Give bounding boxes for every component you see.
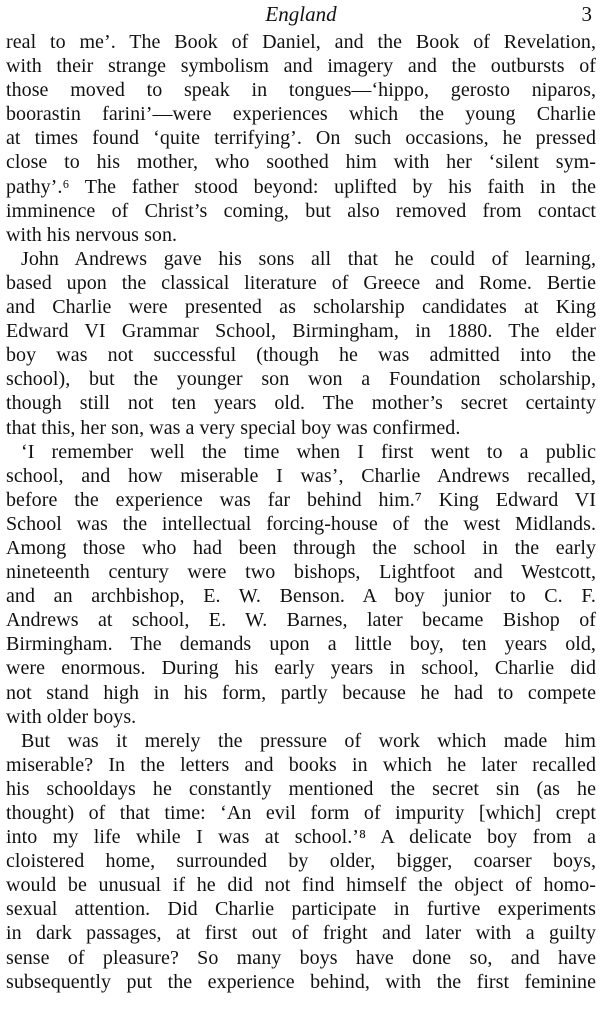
text-line: John Andrews gave his sons all that he could of learning, — [21, 247, 596, 270]
text-line: cloistered home, surrounded by older, bigger, coarser boys, — [6, 850, 596, 873]
text-line: in dark passages, at first out of fright and later with a guilty — [6, 922, 596, 945]
text-line: real to me’. The Book of Daniel, and the Book of Revelation, — [6, 31, 596, 53]
text-line: would be unusual if he did not find himself the object of homo- — [6, 874, 596, 897]
text-line: Edward VI Grammar School, Birmingham, in 1880. The elder — [6, 320, 596, 343]
text-line: school, and how miserable I was’, Charlie Andrews recalled, — [6, 464, 596, 487]
text-line: sense of pleasure? So many boys have done so, and have — [6, 946, 596, 969]
text-line: pathy’.⁶ The father stood beyond: uplifted by his faith in the — [6, 175, 596, 198]
text-line: not stand high in his form, partly because he had to compete — [6, 681, 596, 704]
text-line: before the experience was far behind him.⁷ King Edward VI — [6, 488, 596, 511]
text-line: were enormous. During his early years in school, Charlie did — [6, 657, 596, 680]
text-line: Among those who had been through the school in the early — [6, 536, 596, 559]
running-head-title: England — [265, 2, 337, 26]
text-line: subsequently put the experience behind, with the first feminine — [6, 970, 596, 993]
text-line: boorastin farini’—were experiences which the young Charlie — [6, 103, 596, 126]
paragraph-continuation — [6, 30, 596, 247]
text-line: based upon the classical literature of Greece and Rome. Bertie — [6, 271, 596, 294]
text-line: thought) of that time: ‘An evil form of impurity [which] crept — [6, 802, 596, 824]
text-line: and an archbishop, E. W. Benson. A boy junior to C. F. — [6, 585, 596, 608]
text-line: Andrews at school, E. W. Barnes, later became Bishop of — [6, 609, 596, 632]
text-line: close to his mother, who soothed him with her ‘silent sym- — [6, 151, 596, 174]
text-line: that this, her son, was a very special boy was confirmed. — [6, 416, 461, 439]
paragraph-john-andrews — [6, 247, 596, 440]
text-line: miserable? In the letters and books in which he later recalled — [6, 753, 596, 776]
text-line: his schooldays he constantly mentioned the secret sin (as he — [6, 777, 596, 800]
paragraph-pressure-of-work — [6, 729, 596, 994]
text-line: sexual attention. Did Charlie participate in furtive experiments — [6, 898, 596, 921]
text-line: into my life while I was at school.’⁸ A delicate boy from a — [6, 826, 596, 849]
text-line: with his nervous son. — [6, 223, 178, 246]
text-line: Birmingham. The demands upon a little boy, ten years old, — [6, 633, 596, 656]
body-text — [6, 30, 596, 994]
page-header — [6, 0, 596, 30]
text-line: school), but the younger son won a Foundation scholarship, — [6, 368, 596, 391]
text-line: nineteenth century were two bishops, Lightfoot and Westcott, — [6, 561, 596, 584]
text-line: with older boys. — [6, 705, 137, 728]
paragraph-public-school — [6, 440, 596, 729]
text-line: with their strange symbolism and imagery and the outbursts of — [6, 55, 596, 78]
page-number: 3 — [581, 2, 592, 26]
text-line: School was the intellectual forcing-house of the west Midlands. — [6, 512, 596, 535]
text-line: at times found ‘quite terrifying’. On such occasions, he pressed — [6, 127, 596, 150]
text-line: imminence of Christ’s coming, but also removed from contact — [6, 199, 596, 222]
text-line: ‘I remember well the time when I first went to a public — [21, 440, 596, 463]
text-line: and Charlie were presented as scholarship candidates at King — [6, 296, 596, 319]
text-line: But was it merely the pressure of work which made him — [21, 729, 596, 752]
text-line: though still not ten years old. The mother’s secret certainty — [6, 392, 596, 415]
text-line: those moved to speak in tongues—‘hippo, gerosto niparos, — [6, 79, 596, 102]
book-page — [6, 0, 596, 1019]
text-line: boy was not successful (though he was admitted into the — [6, 344, 596, 367]
